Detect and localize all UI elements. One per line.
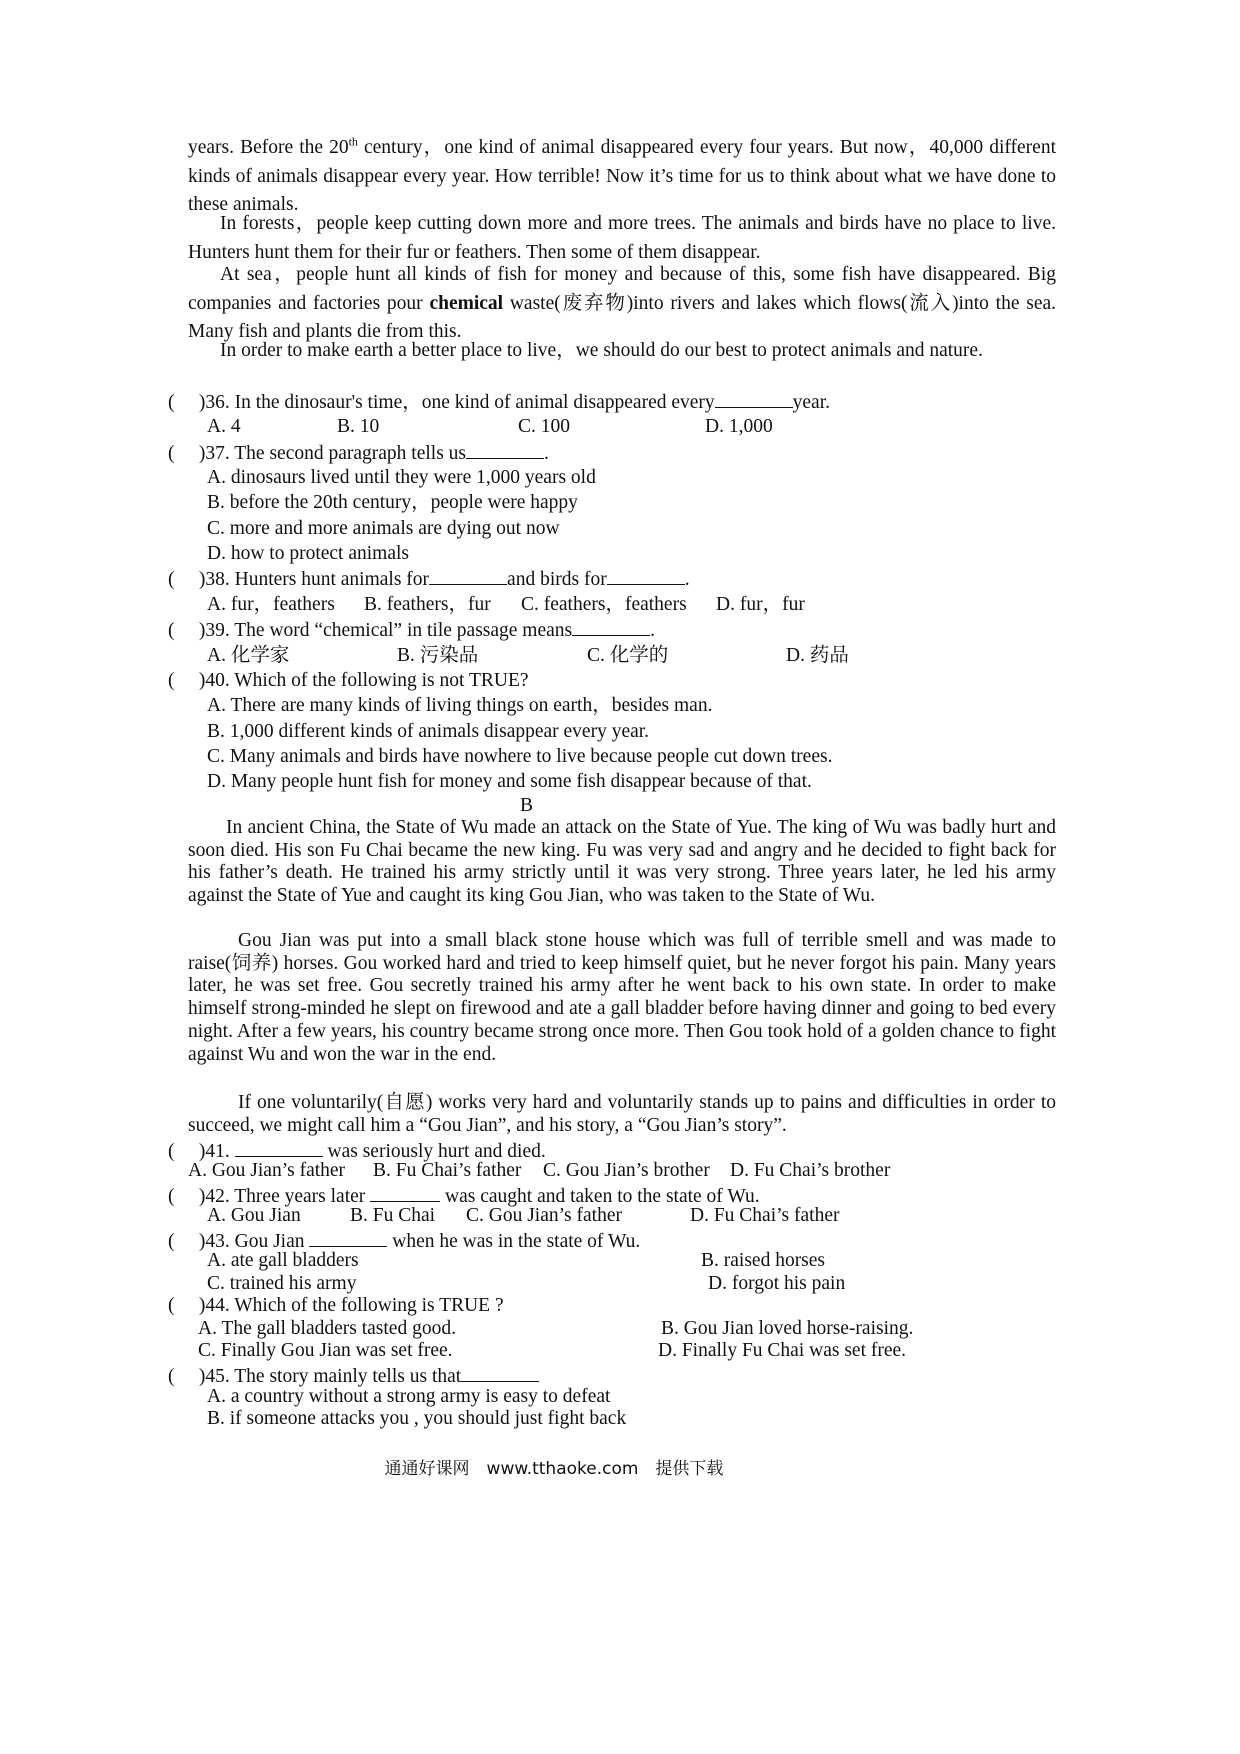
question-36 — [168, 389, 830, 416]
question-tail: . — [684, 569, 690, 590]
question-stem: ( )36. In the dinosaur's time，one kind of animal disappeared every — [168, 392, 715, 413]
section-b-heading: B — [520, 795, 534, 816]
answer-blank[interactable] — [370, 1183, 440, 1202]
option-d: D. Many people hunt fish for money and some fish disappear because of that. — [207, 771, 812, 792]
question-tail: . — [544, 443, 549, 464]
option-a: A. There are many kinds of living things on earth，besides man. — [207, 695, 713, 716]
option-d: D. 1,000 — [705, 416, 773, 437]
question-stem: ( )39. The word “chemical” in tile passage means — [168, 620, 573, 641]
option-a: A. fur，feathers — [207, 594, 335, 615]
answer-blank[interactable] — [429, 566, 507, 585]
question-stem: ( )42. Three years later — [168, 1186, 366, 1207]
passage-b-paragraph-3: If one voluntarily(自愿) works very hard and voluntarily stands up to pains and difficulties in order to succeed, we might call him a “Gou Jian”, and his story, a “Gou Jian’s story”. — [188, 1092, 1056, 1136]
option-b: B. feathers，fur — [364, 594, 491, 615]
question-mid: and birds for — [507, 569, 607, 590]
option-d: D. fur，fur — [716, 594, 805, 615]
option-a: A. ate gall bladders — [207, 1250, 359, 1271]
text: At sea，people hunt all kinds of fish for money and because of this, some fish have disappeared. Big companies and factories pour — [188, 264, 1056, 314]
question-stem: ( )41. — [168, 1141, 230, 1162]
option-c: C. 100 — [518, 416, 571, 437]
option-b: B. 污染品 — [397, 645, 479, 666]
answer-blank[interactable] — [461, 1363, 539, 1382]
passage-a-paragraph-3 — [188, 261, 1056, 347]
option-c: C. Finally Gou Jian was set free. — [198, 1340, 453, 1361]
option-b: B. 1,000 different kinds of animals disappear every year. — [207, 721, 650, 742]
option-d: D. Fu Chai’s father — [690, 1205, 840, 1226]
superscript: th — [348, 134, 358, 149]
answer-blank[interactable] — [235, 1138, 323, 1157]
passage-a-paragraph-1 — [188, 134, 1056, 220]
option-c: C. Gou Jian’s father — [466, 1205, 622, 1226]
question-40: ( )40. Which of the following is not TRUE? — [168, 670, 529, 691]
question-39 — [168, 617, 655, 644]
option-a: A. a country without a strong army is easy to defeat — [207, 1386, 611, 1407]
answer-blank[interactable] — [309, 1228, 387, 1247]
option-b: B. before the 20th century，people were happy — [207, 492, 578, 513]
option-b: B. 10 — [337, 416, 380, 437]
option-a: A. dinosaurs lived until they were 1,000 years old — [207, 467, 596, 488]
question-37 — [168, 440, 549, 467]
answer-blank[interactable] — [607, 566, 685, 585]
option-b: B. Gou Jian loved horse-raising. — [661, 1318, 914, 1339]
answer-blank[interactable] — [466, 440, 544, 459]
passage-b-paragraph-1: In ancient China, the State of Wu made an attack on the State of Yue. The king of Wu was badly hurt and soon died. His son Fu Chai became the new king. Fu was very sad and angry and he decided to fight back for his father’s death. He trained his army strictly until it was very strong. Three years later, he led his army against the State of Yue and caught its king Gou Jian, who was taken to the State of Wu. — [188, 817, 1056, 907]
option-b: B. raised horses — [701, 1250, 826, 1271]
question-tail: was seriously hurt and died. — [327, 1141, 546, 1162]
text: century，one kind of animal disappeared every four years. But now，40,000 different kinds of animals disappear every year. How terrible! Now it’s time for us to think about what we have done to these animals. — [188, 137, 1056, 215]
text: years. Before the 20 — [188, 137, 349, 158]
option-b: B. Fu Chai — [350, 1205, 436, 1226]
footer-text: 通通好课网 www.tthaoke.com 提供下载 — [384, 1459, 724, 1479]
question-stem: ( )45. The story mainly tells us that — [168, 1366, 462, 1387]
answer-blank[interactable] — [715, 389, 793, 408]
question-45 — [168, 1363, 539, 1388]
question-stem: ( )43. Gou Jian — [168, 1231, 305, 1252]
question-tail: year. — [792, 392, 831, 413]
option-c: C. Many animals and birds have nowhere to live because people cut down trees. — [207, 746, 833, 767]
question-stem: ( )37. The second paragraph tells us — [168, 443, 467, 464]
option-c: C. trained his army — [207, 1273, 357, 1294]
option-c: C. 化学的 — [587, 645, 669, 666]
passage-a-paragraph-4: In order to make earth a better place to live，we should do our best to protect animals and nature. — [220, 340, 983, 361]
question-44: ( )44. Which of the following is TRUE ? — [168, 1295, 504, 1316]
option-c: C. more and more animals are dying out now — [207, 518, 560, 539]
option-a: A. 4 — [207, 416, 241, 437]
option-b: B. Fu Chai’s father — [373, 1160, 522, 1181]
option-d: D. how to protect animals — [207, 543, 409, 564]
question-38 — [168, 566, 690, 593]
option-c: C. Gou Jian’s brother — [543, 1160, 710, 1181]
text: waste(废弃物)into rivers and lakes which flows(流入)into the sea. Many fish and plants die from this. — [188, 292, 1057, 342]
option-d: D. Fu Chai’s brother — [730, 1160, 891, 1181]
question-stem: ( )38. Hunters hunt animals for — [168, 569, 430, 590]
option-c: C. feathers，feathers — [521, 594, 687, 615]
passage-a-paragraph-2: In forests，people keep cutting down more and more trees. The animals and birds have no place to live. Hunters hunt them for their fur or feathers. Then some of them disappear. — [188, 213, 1056, 263]
question-tail: . — [650, 620, 655, 641]
option-a: A. Gou Jian’s father — [188, 1160, 346, 1181]
question-tail: was caught and taken to the state of Wu. — [445, 1186, 760, 1207]
question-tail: when he was in the state of Wu. — [392, 1231, 641, 1252]
option-a: A. The gall bladders tasted good. — [198, 1318, 456, 1339]
passage-b-paragraph-2: Gou Jian was put into a small black stone house which was full of terrible smell and was made to raise(饲养) horses. Gou worked hard and tried to keep himself quiet, but he never forgot his pain. Many years later, he was set free. Gou secretly trained his army after he went back to his own state. In order to make himself strong-minded he slept on firewood and ate a gall bladder before having dinner and going to bed every night. After a few years, his country became strong once more. Then Gou took hold of a golden chance to fight against Wu and won the war in the end. — [188, 930, 1056, 1065]
option-d: D. Finally Fu Chai was set free. — [658, 1340, 907, 1361]
option-a: A. Gou Jian — [207, 1205, 301, 1226]
option-b: B. if someone attacks you , you should just fight back — [207, 1408, 627, 1429]
answer-blank[interactable] — [572, 617, 650, 636]
option-d: D. 药品 — [786, 645, 849, 666]
option-d: D. forgot his pain — [708, 1273, 846, 1294]
option-a: A. 化学家 — [207, 645, 290, 666]
bold-word: chemical — [429, 292, 504, 314]
